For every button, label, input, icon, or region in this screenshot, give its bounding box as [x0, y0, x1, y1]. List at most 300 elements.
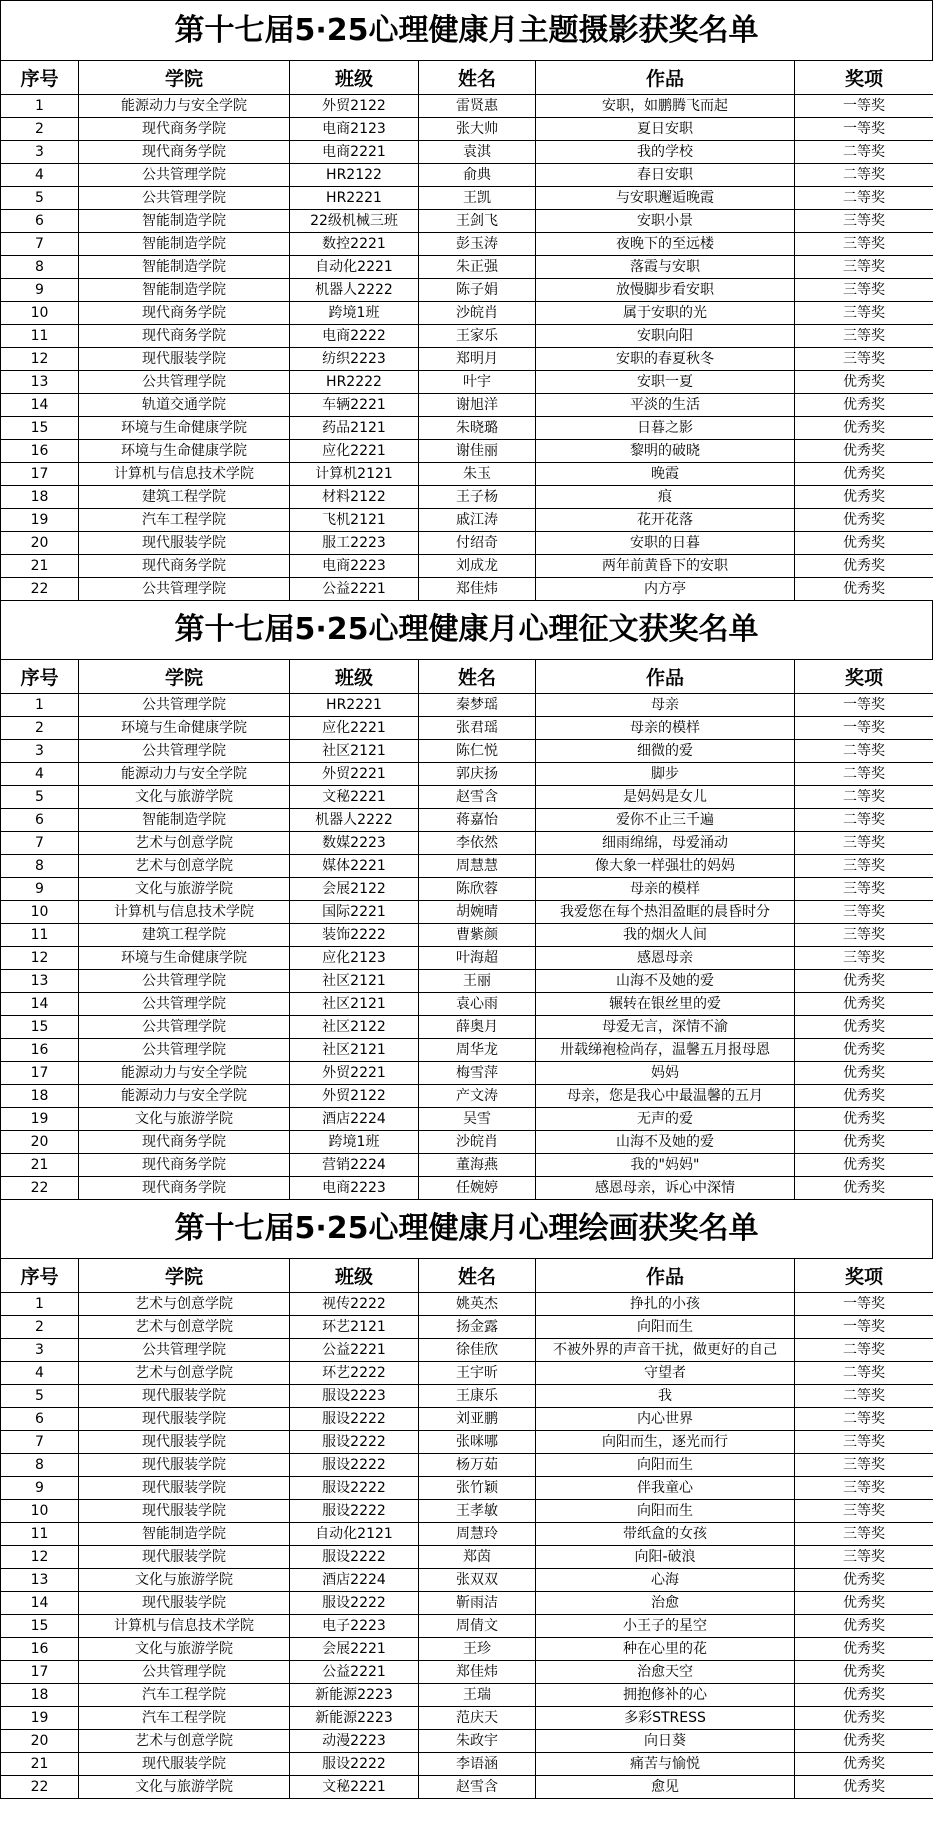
header-index: 序号 [1, 61, 79, 95]
name-cell: 朱晓璐 [419, 417, 536, 440]
award-cell: 二等奖 [795, 786, 933, 809]
award-cell: 三等奖 [795, 1477, 933, 1500]
work-cell: 像大象一样强壮的妈妈 [536, 855, 795, 878]
name-cell: 郑茵 [419, 1546, 536, 1569]
table-row [1, 1546, 933, 1569]
name-cell: 周华龙 [419, 1039, 536, 1062]
table-row [1, 555, 933, 578]
index-cell: 3 [1, 1339, 79, 1362]
class-cell: 电商2221 [290, 141, 419, 164]
index-cell: 18 [1, 1085, 79, 1108]
college-cell: 能源动力与安全学院 [79, 1062, 290, 1085]
name-cell: 付绍奇 [419, 532, 536, 555]
name-cell: 秦梦瑶 [419, 694, 536, 717]
work-cell: 夜晚下的至远楼 [536, 233, 795, 256]
class-cell: 外贸2122 [290, 95, 419, 118]
index-cell: 3 [1, 141, 79, 164]
index-cell: 11 [1, 924, 79, 947]
index-cell: 22 [1, 1776, 79, 1799]
award-cell: 二等奖 [795, 141, 933, 164]
index-cell: 12 [1, 348, 79, 371]
class-cell: 视传2222 [290, 1293, 419, 1316]
index-cell: 17 [1, 463, 79, 486]
college-cell: 智能制造学院 [79, 210, 290, 233]
table-row [1, 786, 933, 809]
name-cell: 郭庆扬 [419, 763, 536, 786]
work-cell: 不被外界的声音干扰，做更好的自己 [536, 1339, 795, 1362]
award-cell: 优秀奖 [795, 1615, 933, 1638]
class-cell: 服设2222 [290, 1454, 419, 1477]
name-cell: 谢旭洋 [419, 394, 536, 417]
work-cell: 愈见 [536, 1776, 795, 1799]
index-cell: 5 [1, 187, 79, 210]
table-row [1, 1753, 933, 1776]
college-cell: 公共管理学院 [79, 187, 290, 210]
table-row [1, 440, 933, 463]
name-cell: 王丽 [419, 970, 536, 993]
table-row [1, 1615, 933, 1638]
name-cell: 任婉婷 [419, 1177, 536, 1200]
index-cell: 5 [1, 786, 79, 809]
index-cell: 2 [1, 118, 79, 141]
header-name: 姓名 [419, 61, 536, 95]
table-row [1, 1661, 933, 1684]
college-cell: 智能制造学院 [79, 256, 290, 279]
class-cell: 电商2223 [290, 1177, 419, 1200]
class-cell: 跨境1班 [290, 302, 419, 325]
award-cell: 三等奖 [795, 1500, 933, 1523]
name-cell: 产文涛 [419, 1085, 536, 1108]
award-cell: 优秀奖 [795, 1730, 933, 1753]
index-cell: 19 [1, 509, 79, 532]
name-cell: 扬金露 [419, 1316, 536, 1339]
class-cell: 跨境1班 [290, 1131, 419, 1154]
college-cell: 公共管理学院 [79, 740, 290, 763]
index-cell: 16 [1, 440, 79, 463]
work-cell: 向阳-破浪 [536, 1546, 795, 1569]
table-row [1, 1454, 933, 1477]
college-cell: 现代商务学院 [79, 325, 290, 348]
section-title: 第十七届5·25心理健康月主题摄影获奖名单 [0, 0, 933, 60]
work-cell: 感恩母亲 [536, 947, 795, 970]
class-cell: 公益2221 [290, 1661, 419, 1684]
college-cell: 现代服装学院 [79, 1385, 290, 1408]
award-cell: 二等奖 [795, 763, 933, 786]
index-cell: 14 [1, 993, 79, 1016]
name-cell: 李依然 [419, 832, 536, 855]
header-work: 作品 [536, 1259, 795, 1293]
header-work: 作品 [536, 61, 795, 95]
index-cell: 13 [1, 371, 79, 394]
class-cell: 社区2122 [290, 1016, 419, 1039]
index-cell: 8 [1, 855, 79, 878]
college-cell: 现代商务学院 [79, 302, 290, 325]
index-cell: 14 [1, 1592, 79, 1615]
award-cell: 优秀奖 [795, 1039, 933, 1062]
table-row [1, 763, 933, 786]
work-cell: 安职的日暮 [536, 532, 795, 555]
college-cell: 汽车工程学院 [79, 1707, 290, 1730]
name-cell: 沙皖肖 [419, 302, 536, 325]
work-cell: 伴我童心 [536, 1477, 795, 1500]
class-cell: 飞机2121 [290, 509, 419, 532]
table-row [1, 394, 933, 417]
award-cell: 优秀奖 [795, 509, 933, 532]
work-cell: 痛苦与愉悦 [536, 1753, 795, 1776]
table-row [1, 279, 933, 302]
college-cell: 现代商务学院 [79, 118, 290, 141]
name-cell: 蒋嘉怡 [419, 809, 536, 832]
award-cell: 优秀奖 [795, 1684, 933, 1707]
name-cell: 董海燕 [419, 1154, 536, 1177]
index-cell: 2 [1, 717, 79, 740]
table-row [1, 1408, 933, 1431]
table-row [1, 1177, 933, 1200]
class-cell: 文秘2221 [290, 786, 419, 809]
work-cell: 内方亭 [536, 578, 795, 601]
work-cell: 带纸盒的女孩 [536, 1523, 795, 1546]
name-cell: 范庆天 [419, 1707, 536, 1730]
index-cell: 10 [1, 901, 79, 924]
work-cell: 落霞与安职 [536, 256, 795, 279]
college-cell: 智能制造学院 [79, 809, 290, 832]
class-cell: 服设2223 [290, 1385, 419, 1408]
index-cell: 7 [1, 1431, 79, 1454]
index-cell: 1 [1, 694, 79, 717]
award-cell: 三等奖 [795, 210, 933, 233]
work-cell: 卅载绨袍检尚存，温馨五月报母恩 [536, 1039, 795, 1062]
table-row [1, 578, 933, 601]
name-cell: 王子杨 [419, 486, 536, 509]
college-cell: 现代服装学院 [79, 1500, 290, 1523]
award-cell: 三等奖 [795, 256, 933, 279]
class-cell: 社区2121 [290, 740, 419, 763]
table-row [1, 417, 933, 440]
college-cell: 智能制造学院 [79, 279, 290, 302]
award-table [0, 659, 933, 1200]
work-cell: 我的学校 [536, 141, 795, 164]
table-row [1, 1638, 933, 1661]
name-cell: 沙皖肖 [419, 1131, 536, 1154]
table-row [1, 1039, 933, 1062]
award-cell: 二等奖 [795, 809, 933, 832]
college-cell: 艺术与创意学院 [79, 855, 290, 878]
table-row [1, 371, 933, 394]
header-class: 班级 [290, 1259, 419, 1293]
table-row [1, 256, 933, 279]
work-cell: 放慢脚步看安职 [536, 279, 795, 302]
name-cell: 张咪哪 [419, 1431, 536, 1454]
class-cell: 电子2223 [290, 1615, 419, 1638]
index-cell: 13 [1, 1569, 79, 1592]
award-cell: 二等奖 [795, 740, 933, 763]
index-cell: 16 [1, 1638, 79, 1661]
award-cell: 优秀奖 [795, 486, 933, 509]
class-cell: 外贸2221 [290, 1062, 419, 1085]
index-cell: 10 [1, 1500, 79, 1523]
award-cell: 优秀奖 [795, 1062, 933, 1085]
work-cell: 治愈 [536, 1592, 795, 1615]
college-cell: 文化与旅游学院 [79, 1776, 290, 1799]
award-cell: 三等奖 [795, 302, 933, 325]
award-cell: 三等奖 [795, 325, 933, 348]
name-cell: 王孝敏 [419, 1500, 536, 1523]
index-cell: 4 [1, 763, 79, 786]
table-row [1, 878, 933, 901]
table-row [1, 855, 933, 878]
class-cell: 自动化2221 [290, 256, 419, 279]
name-cell: 俞典 [419, 164, 536, 187]
college-cell: 文化与旅游学院 [79, 1569, 290, 1592]
class-cell: 电商2223 [290, 555, 419, 578]
name-cell: 王剑飞 [419, 210, 536, 233]
header-name: 姓名 [419, 660, 536, 694]
table-row [1, 947, 933, 970]
table-row [1, 1339, 933, 1362]
name-cell: 袁淇 [419, 141, 536, 164]
award-cell: 一等奖 [795, 1316, 933, 1339]
name-cell: 吴雪 [419, 1108, 536, 1131]
index-cell: 4 [1, 164, 79, 187]
award-cell: 三等奖 [795, 855, 933, 878]
name-cell: 徐佳欣 [419, 1339, 536, 1362]
class-cell: 社区2121 [290, 993, 419, 1016]
name-cell: 李语涵 [419, 1753, 536, 1776]
name-cell: 郑明月 [419, 348, 536, 371]
work-cell: 夏日安职 [536, 118, 795, 141]
work-cell: 安职小景 [536, 210, 795, 233]
name-cell: 陈欣蓉 [419, 878, 536, 901]
work-cell: 向阳而生 [536, 1454, 795, 1477]
name-cell: 曹紫颜 [419, 924, 536, 947]
index-cell: 17 [1, 1661, 79, 1684]
work-cell: 安职的春夏秋冬 [536, 348, 795, 371]
table-row [1, 1293, 933, 1316]
index-cell: 19 [1, 1108, 79, 1131]
work-cell: 山海不及她的爱 [536, 1131, 795, 1154]
award-cell: 优秀奖 [795, 417, 933, 440]
award-cell: 三等奖 [795, 233, 933, 256]
college-cell: 艺术与创意学院 [79, 1730, 290, 1753]
award-cell: 优秀奖 [795, 1154, 933, 1177]
award-cell: 优秀奖 [795, 1707, 933, 1730]
class-cell: 新能源2223 [290, 1707, 419, 1730]
college-cell: 建筑工程学院 [79, 486, 290, 509]
name-cell: 梅雪萍 [419, 1062, 536, 1085]
name-cell: 靳雨洁 [419, 1592, 536, 1615]
work-cell: 与安职邂逅晚霞 [536, 187, 795, 210]
table-row [1, 509, 933, 532]
name-cell: 刘亚鹏 [419, 1408, 536, 1431]
work-cell: 小王子的星空 [536, 1615, 795, 1638]
award-cell: 一等奖 [795, 118, 933, 141]
index-cell: 8 [1, 1454, 79, 1477]
college-cell: 汽车工程学院 [79, 1684, 290, 1707]
table-row [1, 118, 933, 141]
name-cell: 张大帅 [419, 118, 536, 141]
name-cell: 赵雪含 [419, 1776, 536, 1799]
work-cell: 我 [536, 1385, 795, 1408]
table-row [1, 1730, 933, 1753]
award-cell: 优秀奖 [795, 555, 933, 578]
index-cell: 11 [1, 1523, 79, 1546]
work-cell: 是妈妈是女儿 [536, 786, 795, 809]
class-cell: 酒店2224 [290, 1108, 419, 1131]
college-cell: 公共管理学院 [79, 1339, 290, 1362]
college-cell: 现代服装学院 [79, 1753, 290, 1776]
class-cell: 公益2221 [290, 578, 419, 601]
index-cell: 20 [1, 532, 79, 555]
work-cell: 痕 [536, 486, 795, 509]
name-cell: 王珍 [419, 1638, 536, 1661]
work-cell: 拥抱修补的心 [536, 1684, 795, 1707]
class-cell: 服设2222 [290, 1592, 419, 1615]
award-cell: 二等奖 [795, 1339, 933, 1362]
work-cell: 无声的爱 [536, 1108, 795, 1131]
college-cell: 环境与生命健康学院 [79, 440, 290, 463]
college-cell: 能源动力与安全学院 [79, 1085, 290, 1108]
class-cell: 自动化2121 [290, 1523, 419, 1546]
index-cell: 5 [1, 1385, 79, 1408]
table-row [1, 1569, 933, 1592]
award-cell: 优秀奖 [795, 1592, 933, 1615]
table-row [1, 532, 933, 555]
work-cell: 细微的爱 [536, 740, 795, 763]
award-cell: 三等奖 [795, 1546, 933, 1569]
award-cell: 三等奖 [795, 348, 933, 371]
header-index: 序号 [1, 1259, 79, 1293]
table-row [1, 694, 933, 717]
college-cell: 计算机与信息技术学院 [79, 1615, 290, 1638]
work-cell: 种在心里的花 [536, 1638, 795, 1661]
work-cell: 内心世界 [536, 1408, 795, 1431]
work-cell: 晚霞 [536, 463, 795, 486]
college-cell: 艺术与创意学院 [79, 832, 290, 855]
award-cell: 优秀奖 [795, 993, 933, 1016]
college-cell: 计算机与信息技术学院 [79, 901, 290, 924]
class-cell: 纺织2223 [290, 348, 419, 371]
college-cell: 艺术与创意学院 [79, 1362, 290, 1385]
work-cell: 挣扎的小孩 [536, 1293, 795, 1316]
table-row [1, 1085, 933, 1108]
header-name: 姓名 [419, 1259, 536, 1293]
work-cell: 山海不及她的爱 [536, 970, 795, 993]
table-row [1, 210, 933, 233]
college-cell: 公共管理学院 [79, 1661, 290, 1684]
table-row [1, 463, 933, 486]
work-cell: 两年前黄昏下的安职 [536, 555, 795, 578]
class-cell: 药品2121 [290, 417, 419, 440]
college-cell: 公共管理学院 [79, 993, 290, 1016]
table-row [1, 970, 933, 993]
award-cell: 三等奖 [795, 878, 933, 901]
award-cell: 二等奖 [795, 187, 933, 210]
class-cell: 电商2222 [290, 325, 419, 348]
award-cell: 三等奖 [795, 924, 933, 947]
college-cell: 艺术与创意学院 [79, 1316, 290, 1339]
table-row [1, 717, 933, 740]
index-cell: 15 [1, 1016, 79, 1039]
college-cell: 环境与生命健康学院 [79, 947, 290, 970]
work-cell: 安职向阳 [536, 325, 795, 348]
name-cell: 王凯 [419, 187, 536, 210]
work-cell: 我的"妈妈" [536, 1154, 795, 1177]
award-cell: 三等奖 [795, 832, 933, 855]
work-cell: 脚步 [536, 763, 795, 786]
college-cell: 公共管理学院 [79, 164, 290, 187]
class-cell: 电商2123 [290, 118, 419, 141]
class-cell: 装饰2222 [290, 924, 419, 947]
college-cell: 文化与旅游学院 [79, 1638, 290, 1661]
award-cell: 优秀奖 [795, 1085, 933, 1108]
work-cell: 辗转在银丝里的爱 [536, 993, 795, 1016]
table-row [1, 1477, 933, 1500]
index-cell: 19 [1, 1707, 79, 1730]
class-cell: 数媒2223 [290, 832, 419, 855]
college-cell: 现代商务学院 [79, 1177, 290, 1200]
class-cell: 服设2222 [290, 1408, 419, 1431]
table-row [1, 1316, 933, 1339]
college-cell: 现代服装学院 [79, 532, 290, 555]
table-row [1, 901, 933, 924]
award-cell: 优秀奖 [795, 1108, 933, 1131]
class-cell: 会展2221 [290, 1638, 419, 1661]
work-cell: 向阳而生，逐光而行 [536, 1431, 795, 1454]
award-cell: 一等奖 [795, 95, 933, 118]
award-cell: 优秀奖 [795, 1753, 933, 1776]
table-row [1, 95, 933, 118]
index-cell: 21 [1, 1753, 79, 1776]
index-cell: 7 [1, 832, 79, 855]
work-cell: 向阳而生 [536, 1316, 795, 1339]
award-cell: 一等奖 [795, 694, 933, 717]
header-college: 学院 [79, 1259, 290, 1293]
college-cell: 现代商务学院 [79, 1154, 290, 1177]
work-cell: 我的烟火人间 [536, 924, 795, 947]
table-row [1, 740, 933, 763]
name-cell: 叶海超 [419, 947, 536, 970]
table-row [1, 1362, 933, 1385]
name-cell: 王瑞 [419, 1684, 536, 1707]
table-row [1, 486, 933, 509]
award-cell: 三等奖 [795, 279, 933, 302]
index-cell: 18 [1, 1684, 79, 1707]
work-cell: 花开花落 [536, 509, 795, 532]
college-cell: 环境与生命健康学院 [79, 717, 290, 740]
table-row [1, 1500, 933, 1523]
header-class: 班级 [290, 61, 419, 95]
table-row [1, 141, 933, 164]
table-row [1, 233, 933, 256]
name-cell: 陈子娟 [419, 279, 536, 302]
index-cell: 2 [1, 1316, 79, 1339]
college-cell: 现代商务学院 [79, 1131, 290, 1154]
class-cell: 机器人2222 [290, 809, 419, 832]
class-cell: 应化2221 [290, 717, 419, 740]
award-cell: 优秀奖 [795, 1016, 933, 1039]
table-row [1, 1131, 933, 1154]
class-cell: 服工2223 [290, 532, 419, 555]
class-cell: 环艺2121 [290, 1316, 419, 1339]
work-cell: 母亲的模样 [536, 717, 795, 740]
college-cell: 智能制造学院 [79, 1523, 290, 1546]
name-cell: 雷贤惠 [419, 95, 536, 118]
class-cell: 服设2222 [290, 1546, 419, 1569]
class-cell: HR2221 [290, 694, 419, 717]
index-cell: 12 [1, 1546, 79, 1569]
college-cell: 现代服装学院 [79, 1408, 290, 1431]
award-cell: 三等奖 [795, 1454, 933, 1477]
